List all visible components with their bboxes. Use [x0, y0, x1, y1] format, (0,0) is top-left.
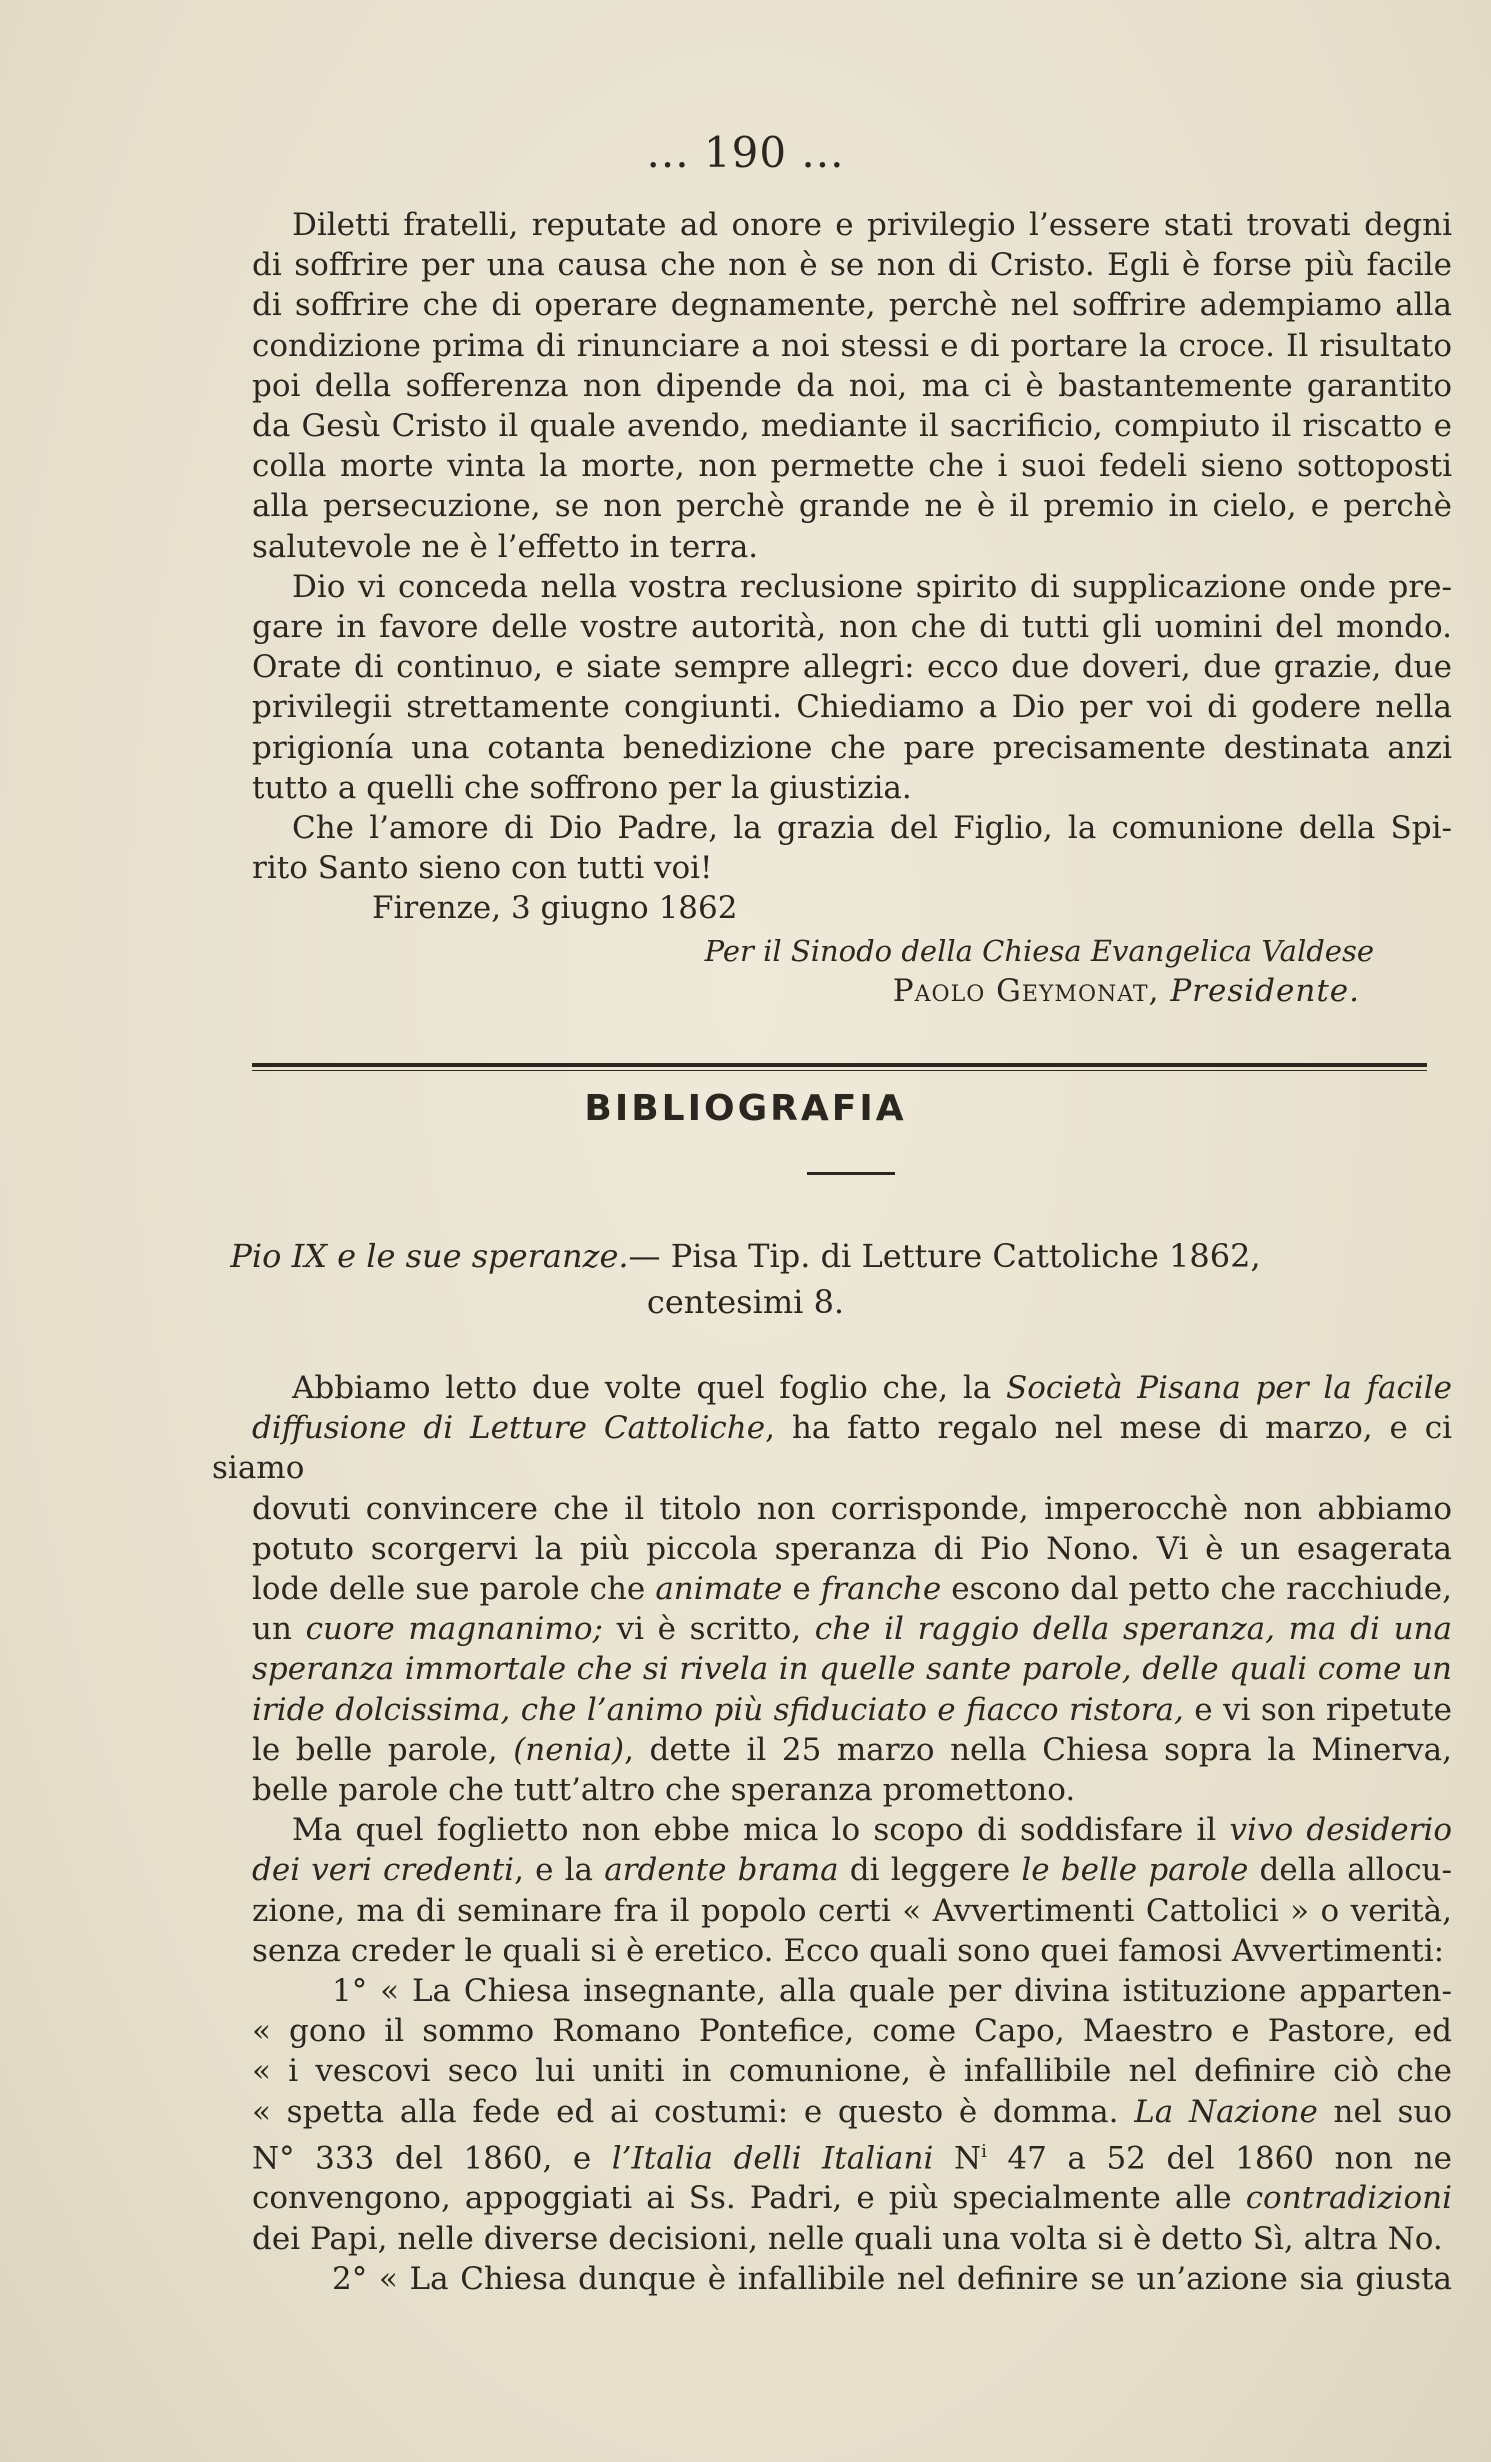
title-underline	[807, 1172, 895, 1175]
section-divider	[252, 1063, 1427, 1067]
text-line: dei Papi, nelle diverse decisioni, nelle quali una volta si è detto Sì, altra No.	[252, 2220, 1443, 2257]
letter-paragraph-1	[252, 205, 1452, 567]
book-publisher: — Pisa Tip. di Letture Cattoliche 1862,	[628, 1237, 1261, 1275]
letter-date: Firenze, 3 giugno 1862	[372, 890, 738, 927]
text-line: « spetta alla fede ed ai costumi: e questo è domma. La Nazione nel suo	[252, 2093, 1452, 2130]
signature-name: Paolo Geymonat	[892, 972, 1149, 1009]
text-line: da Gesù Cristo il quale avendo, mediante il sacrificio, compiuto il riscatto e	[252, 408, 1452, 445]
text-line: le belle parole, (nenia), dette il 25 marzo nella Chiesa sopra la Minerva,	[252, 1731, 1452, 1768]
text-line: un cuore magnanimo; vi è scritto, che il raggio della speranza, ma di una	[252, 1611, 1452, 1648]
text-line: prigionía una cotanta benedizione che pare precisamente destinata anzi	[252, 729, 1452, 766]
review-paragraph-2	[252, 1810, 1452, 1971]
text-line: Che l’amore di Dio Padre, la grazia del Figlio, la comunione della Spi-	[292, 810, 1452, 847]
text-line: senza creder le quali si è eretico. Ecco quali sono quei famosi Avvertimenti:	[252, 1932, 1445, 1969]
text-line: belle parole che tutt’altro che speranza promettono.	[252, 1772, 1076, 1809]
text-line: di soffrire che di operare degnamente, perchè nel soffrire adempiamo alla	[252, 287, 1452, 324]
signature-line: Per il Sinodo della Chiesa Evangelica Valdese	[704, 933, 1374, 968]
text-line: « i vescovi seco lui uniti in comunione, è infallibile nel definire ciò che	[252, 2053, 1452, 2090]
text-line: privilegii strettamente congiunti. Chiediamo a Dio per voi di godere nella	[252, 689, 1452, 726]
text-line: salutevole ne è l’effetto in terra.	[252, 528, 759, 565]
text-line: condizione prima di rinunciare a noi stessi e di portare la croce. Il risultato	[252, 327, 1452, 364]
text-line: poi della sofferenza non dipende da noi, ma ci è bastantemente garantito	[252, 367, 1452, 404]
text-line: speranza immortale che si rivela in quelle sante parole, delle quali come un	[252, 1651, 1452, 1688]
text-line: dei veri credenti, e la ardente brama di leggere le belle parole della allocu-	[252, 1852, 1452, 1889]
text-line: dovuti convincere che il titolo non corrisponde, imperocchè non abbiamo	[252, 1490, 1452, 1527]
book-title-line	[0, 1233, 1491, 1279]
section-title: BIBLIOGRAFIA	[584, 1088, 907, 1129]
text-line: 1° « La Chiesa insegnante, alla quale per divina istituzione apparten-	[332, 1973, 1452, 2010]
text-line: zione, ma di seminare fra il popolo certi « Avvertimenti Cattolici » o verità,	[252, 1892, 1452, 1929]
review-paragraph-1	[212, 1368, 1452, 1810]
text-line: convengono, appoggiati ai Ss. Padri, e più specialmente alle contradizioni	[252, 2180, 1452, 2217]
text-line: alla persecuzione, se non perchè grande ne è il premio in cielo, e perchè	[252, 488, 1452, 525]
page-number: ... 190 ...	[646, 128, 845, 177]
text-line: gare in favore delle vostre autorità, non che di tutti gli uomini del mondo.	[252, 609, 1452, 646]
text-line: rito Santo sieno con tutti voi!	[252, 850, 713, 887]
text-line: Dio vi conceda nella vostra reclusione spirito di supplicazione onde pre-	[292, 568, 1452, 605]
letter-paragraph-2	[252, 567, 1452, 808]
text-line: N° 333 del 1860, e l’Italia delli Italiani $N^i$ 47 a 52 del 1860 non ne	[252, 2140, 1452, 2177]
text-line: Diletti fratelli, reputate ad onore e privilegio l’essere stati trovati degni	[292, 207, 1452, 243]
letter-text	[252, 205, 1452, 1011]
text-line: 2° « La Chiesa dunque è infallibile nel definire se un’azione sia giusta	[332, 2260, 1452, 2297]
book-price: centesimi 8.	[646, 1283, 845, 1321]
review-paragraph-4	[252, 2259, 1452, 2299]
book-entry	[0, 1233, 1491, 1325]
text-line: di soffrire per una causa che non è se non di Cristo. Egli è forse più facile	[252, 247, 1452, 284]
signature-title: Presidente.	[1170, 972, 1360, 1009]
text-line: Ma quel foglietto non ebbe mica lo scopo di soddisfare il vivo desiderio	[292, 1812, 1452, 1849]
review-paragraph-3	[252, 1971, 1452, 2259]
text-line: Orate di continuo, e siate sempre allegri: ecco due doveri, due grazie, due	[252, 649, 1452, 686]
text-line: lode delle sue parole che animate e franche escono dal petto che racchiude,	[252, 1571, 1452, 1608]
text-line: iride dolcissima, che l’animo più sfiduciato e fiacco ristora, e vi son ripetute	[252, 1691, 1452, 1728]
text-line: colla morte vinta la morte, non permette che i suoi fedeli sieno sottoposti	[252, 448, 1452, 485]
text-line: potuto scorgervi la più piccola speranza di Pio Nono. Vi è un esagerata	[252, 1530, 1452, 1567]
book-title: Pio IX e le sue speranze.	[230, 1237, 629, 1275]
text-line: diffusione di Letture Cattoliche, ha fatto regalo nel mese di marzo, e ci siamo	[212, 1410, 1452, 1487]
text-line: « gono il sommo Romano Pontefice, come Capo, Maestro e Pastore, ed	[252, 2013, 1452, 2050]
text-line: Abbiamo letto due volte quel foglio che, la Società Pisana per la facile	[292, 1370, 1452, 1406]
signature-name-line: Paolo Geymonat, Presidente.	[892, 972, 1360, 1009]
letter-paragraph-3	[252, 808, 1452, 888]
review-text	[212, 1368, 1452, 2299]
text-line: tutto a quelli che soffrono per la giustizia.	[252, 769, 912, 806]
